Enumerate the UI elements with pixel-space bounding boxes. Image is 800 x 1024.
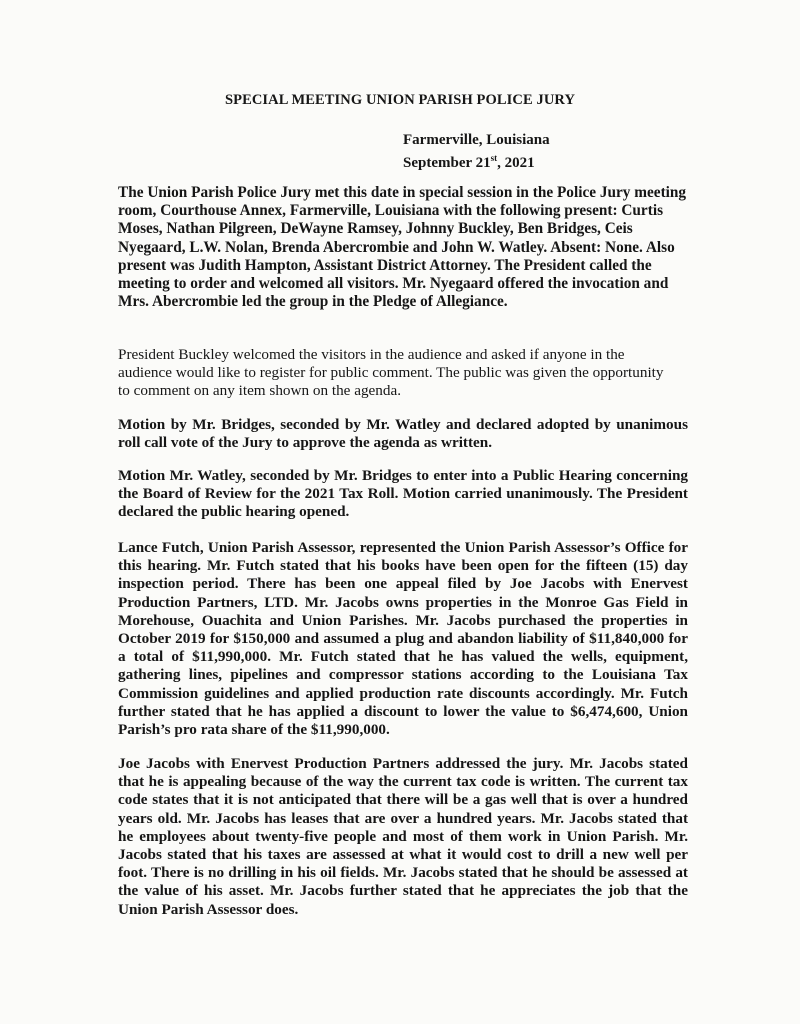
paragraph-attendance: The Union Parish Police Jury met this date in special session in the Police Jury meeting room, Courthouse Annex, Farmerville, Louisiana with the following present: Curtis Moses, Nathan Pilgreen, DeWayne Ramsey, Johnny Buckley, Ben Bridges, Ceis Nyegaard, L.W. Nolan, Brenda Abercrombie and John W. Watley. Absent: None. Also present was Judith Hampton, Assistant District Attorney. The President called the meeting to order and welcomed all visitors. Mr. Nyegaard offered the invocation and Mrs. Abercrombie led the group in the Pledge of Allegiance.: [118, 184, 687, 311]
meeting-location: Farmerville, Louisiana: [403, 132, 550, 148]
meeting-location-date: [403, 131, 550, 172]
document-title: SPECIAL MEETING UNION PARISH POLICE JURY: [224, 92, 576, 108]
paragraph-public-comment: President Buckley welcomed the visitors in the audience and asked if anyone in the audience would like to register for public comment. The public was given the opportunity to comment on any item shown on the agenda.: [118, 346, 664, 400]
paragraph-appeal-statement: Joe Jacobs with Enervest Production Partners addressed the jury. Mr. Jacobs stated that he is appealing because of the way the current tax code is written. The current tax code states that it is not anticipated that there will be a gas well that is over a hundred years old. Mr. Jacobs has leases that are over a hundred years. Mr. Jacobs stated that he employees about twenty-five people and most of them work in Union Parish. Mr. Jacobs stated that his taxes are assessed at what it would cost to drill a new well per foot. There is no drilling in his oil fields. Mr. Jacobs stated that he should be assessed at the value of his asset. Mr. Jacobs further stated that he appreciates the job that the Union Parish Assessor does.: [118, 755, 688, 918]
meeting-date: [403, 149, 550, 172]
paragraph-assessor-report: Lance Futch, Union Parish Assessor, represented the Union Parish Assessor’s Office for this hearing. Mr. Futch stated that his books have been open for the fifteen (15) day inspection period. There has been one appeal filed by Joe Jacobs with Enervest Production Partners, LTD. Mr. Jacobs owns properties in the Monroe Gas Field in Morehouse, Ouachita and Union Parishes. Mr. Jacobs purchased the properties in October 2019 for $150,000 and assumed a plug and abandon liability of $11,840,000 for a total of $11,990,000. Mr. Futch stated that he has valued the wells, equipment, gathering lines, pipelines and compressor stations according to the Louisiana Tax Commission guidelines and applied production rate discounts accordingly. Mr. Futch further stated that he has applied a discount to lower the value to $6,474,600, Union Parish’s pro rata share of the $11,990,000.: [118, 539, 688, 739]
meeting-date-month-day: September 21: [403, 155, 491, 171]
paragraph-public-hearing-motion: Motion Mr. Watley, seconded by Mr. Bridges to enter into a Public Hearing concerning the Board of Review for the 2021 Tax Roll. Motion carried unanimously. The President declared the public hearing opened.: [118, 467, 688, 521]
meeting-date-year: , 2021: [497, 155, 535, 171]
meeting-date-ordinal: st: [490, 153, 498, 163]
paragraph-agenda-motion: Motion by Mr. Bridges, seconded by Mr. Watley and declared adopted by unanimous roll call vote of the Jury to approve the agenda as written.: [118, 416, 688, 452]
